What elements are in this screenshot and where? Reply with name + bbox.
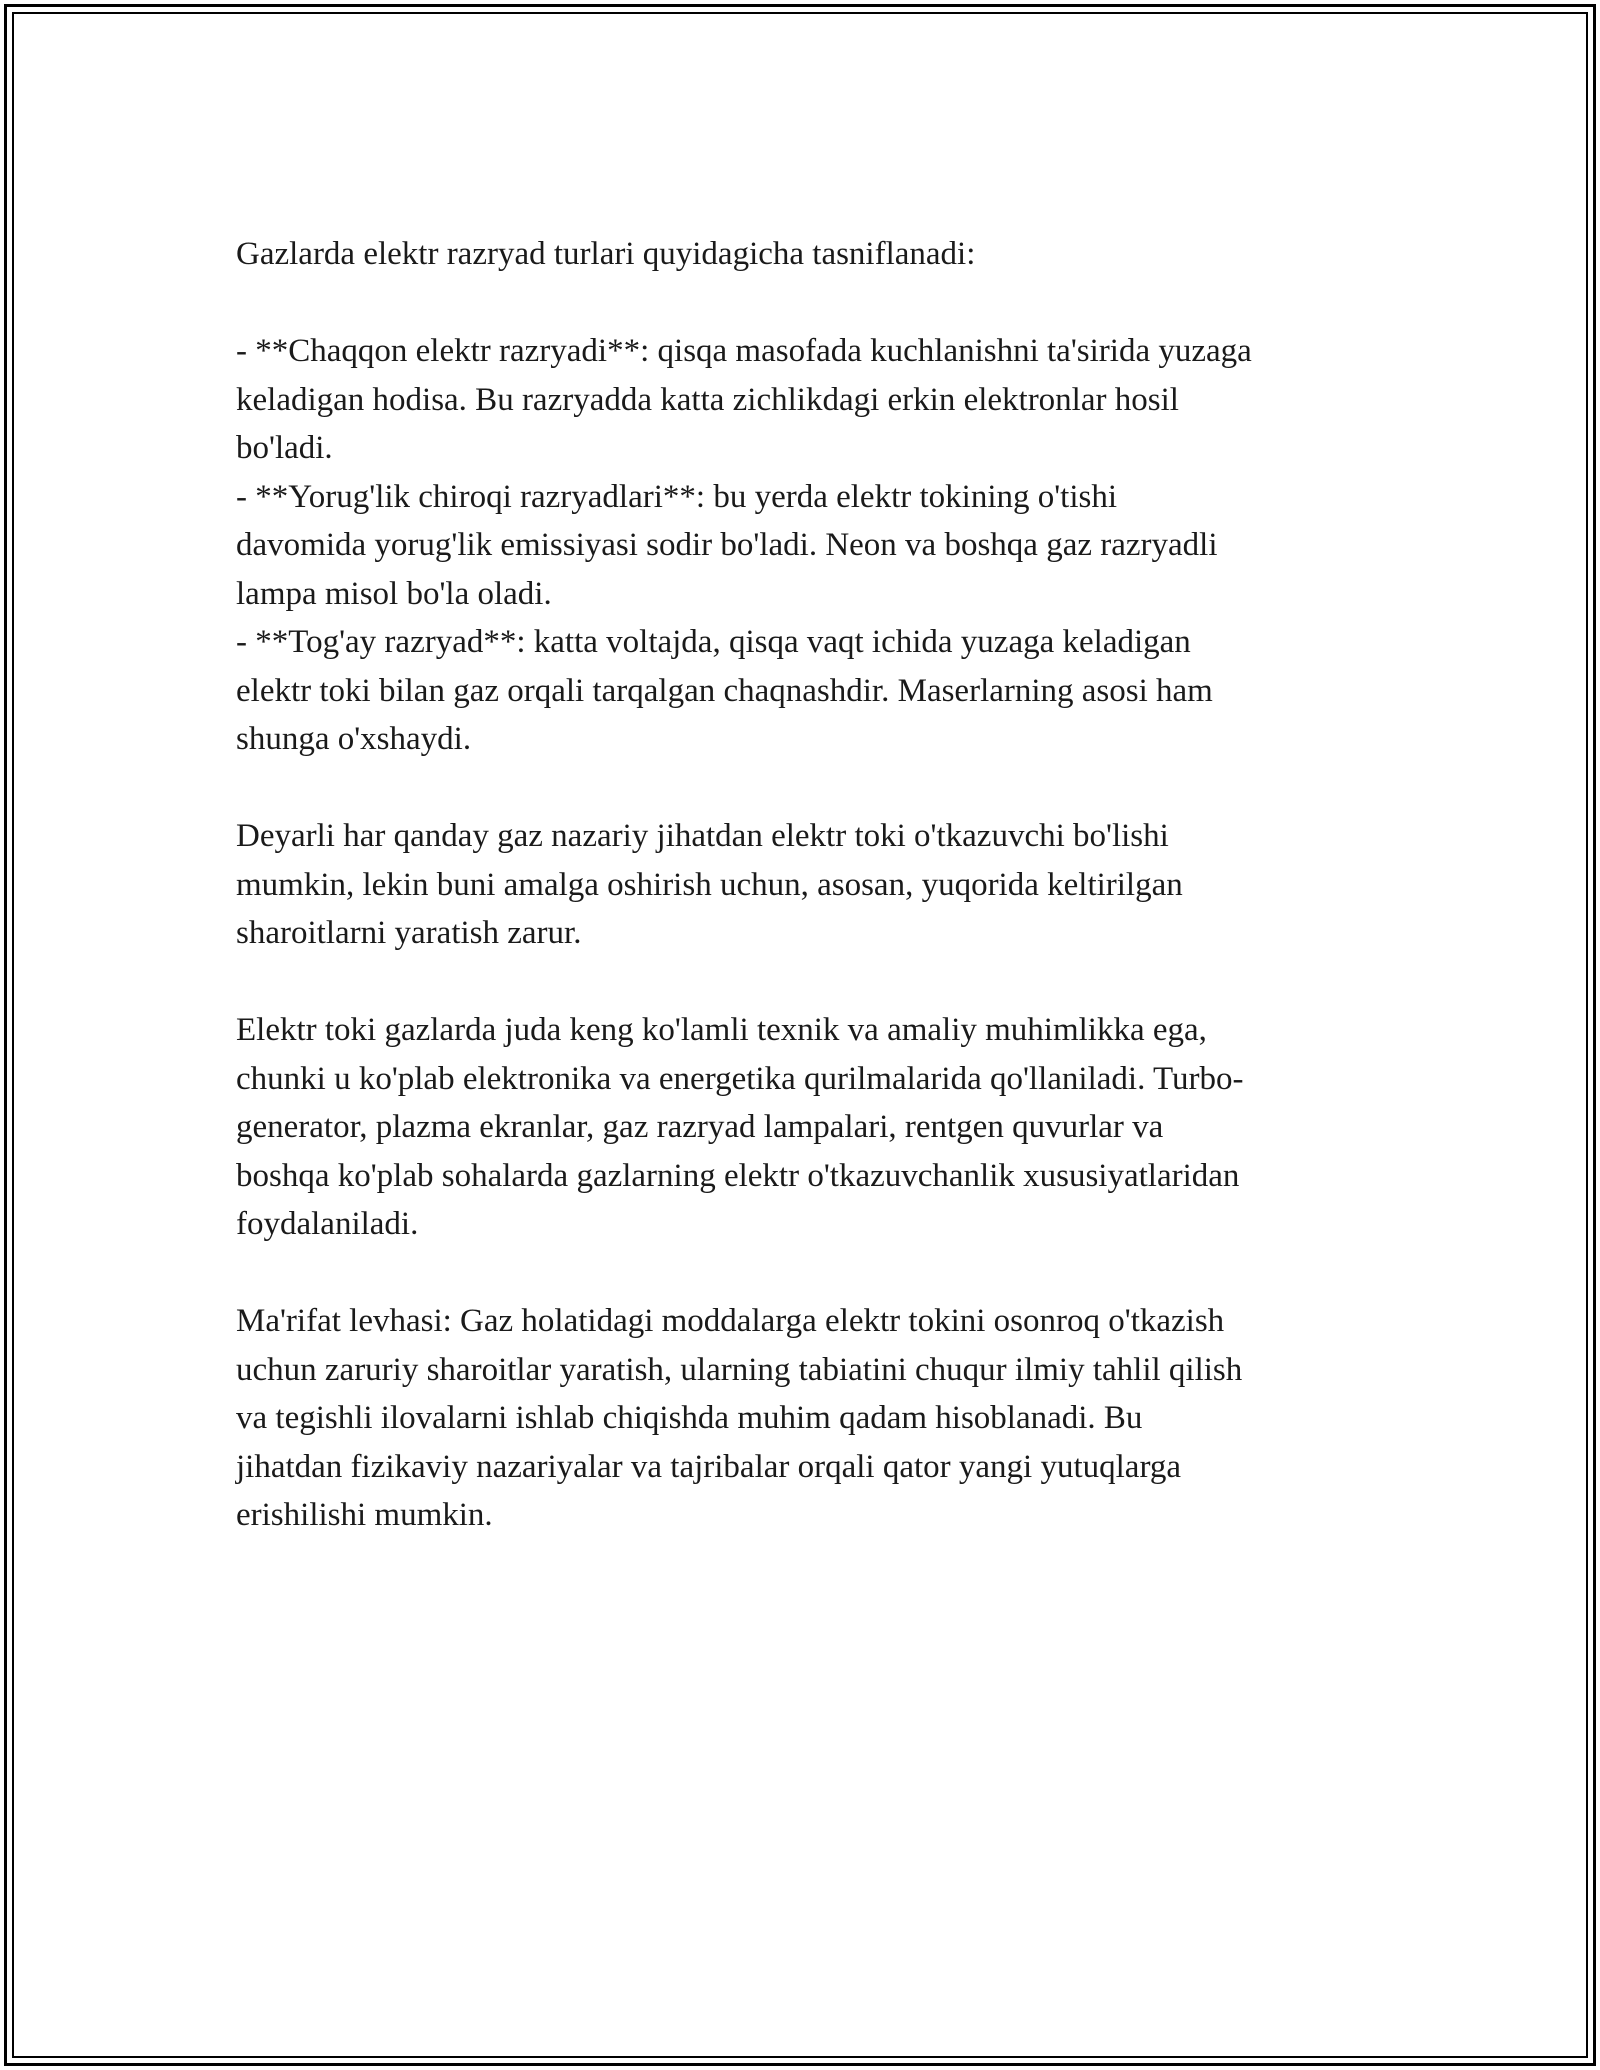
spacer — [236, 764, 1376, 813]
document-body — [236, 230, 1376, 1540]
paragraph: Elektr toki gazlarda juda keng ko'lamli texnik va amaliy muhimlikka ega, chunki u ko'plab elektronika va energetika qurilmalarida qo'llaniladi. Turbo- generator, plazma ekranlar, gaz razryad lampalari, rentgen quvurlar va boshqa ko'plab sohalarda gazlarning elektr o'tkazuvchanlik xususiyatlaridan foydalaniladi. — [236, 1012, 1244, 1242]
bullet-item: - **Yorug'lik chiroqi razryadlari**: bu yerda elektr tokining o'tishi davomida yorug'lik emissiyasi sodir bo'ladi. Neon va boshqa gaz razryadli lampa misol bo'la oladi. — [236, 478, 1218, 612]
bullet-item: - **Tog'ay razryad**: katta voltajda, qisqa vaqt ichida yuzaga keladigan elektr toki bilan gaz orqali tarqalgan chaqnashdir. Maserlarning asosi ham shunga o'xshaydi. — [236, 624, 1213, 757]
paragraph: Deyarli har qanday gaz nazariy jihatdan elektr toki o'tkazuvchi bo'lishi mumkin, lekin buni amalga oshirish uchun, asosan, yuqorida keltirilgan sharoitlarni yaratish zarur. — [236, 818, 1183, 951]
spacer — [236, 958, 1376, 1007]
spacer — [236, 1249, 1376, 1298]
paragraph: Ma'rifat levhasi: Gaz holatidagi moddalarga elektr tokini osonroq o'tkazish uchun zaruriy sharoitlar yaratish, ularning tabiatini chuqur ilmiy tahlil qilish va tegishli ilovalarni ishlab chiqishda muhim qadam hisoblanadi. Bu jihatdan fizikaviy nazariyalar va tajribalar orqali qator yangi yutuqlarga erishilishi mumkin. — [236, 1303, 1243, 1533]
bullet-item: - **Chaqqon elektr razryadi**: qisqa masofada kuchlanishni ta'sirida yuzaga keladigan hodisa. Bu razryadda katta zichlikdagi erkin elektronlar hosil bo'ladi. — [236, 333, 1252, 466]
intro-line: Gazlarda elektr razryad turlari quyidagicha tasniflanadi: — [236, 236, 976, 272]
spacer — [236, 279, 1376, 328]
